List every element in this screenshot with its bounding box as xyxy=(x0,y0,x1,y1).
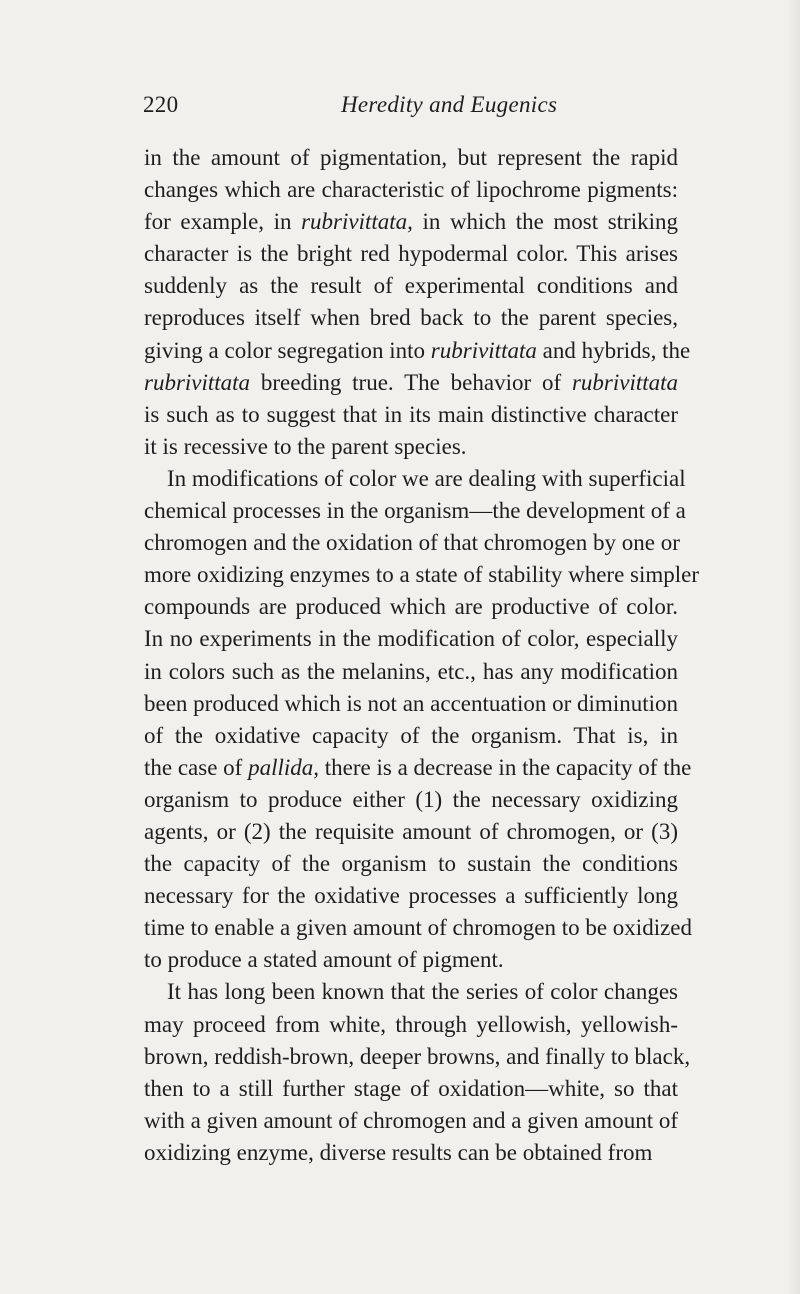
text-line xyxy=(144,976,678,1008)
text-line xyxy=(144,784,678,816)
text-line xyxy=(144,238,678,270)
text-line xyxy=(144,752,692,784)
text-run: In no experiments in the modification of color, especially xyxy=(144,626,678,652)
text-line xyxy=(144,944,678,976)
text-run: for example, in xyxy=(144,209,302,235)
text-run: chromogen and the oxidation of that chromogen by one or xyxy=(144,530,680,556)
text-run: oxidizing enzyme, diverse results can be obtained from xyxy=(144,1139,653,1165)
text-run: character is the bright red hypodermal color. This arises xyxy=(144,241,678,267)
text-run: necessary for the oxidative processes a sufficiently long xyxy=(144,883,678,909)
text-line xyxy=(144,623,678,655)
italic-term: rubrivittata xyxy=(430,337,537,363)
text-run: the capacity of the organism to sustain the conditions xyxy=(144,851,678,877)
text-line xyxy=(144,688,678,720)
text-run: brown, reddish-brown, deeper browns, and finally to black, xyxy=(144,1043,691,1069)
text-run: In modifications of color we are dealing with superficial xyxy=(167,465,686,491)
page-edge-shadow xyxy=(786,0,800,1294)
italic-term: pallida, xyxy=(248,754,320,780)
text-line xyxy=(144,463,686,495)
text-line xyxy=(144,848,678,880)
text-run: chemical processes in the organism—the development of a xyxy=(144,498,686,524)
text-line xyxy=(144,912,693,944)
text-run: with a given amount of chromogen and a given amount of xyxy=(144,1107,678,1133)
text-run: compounds are produced which are productive of color. xyxy=(144,594,678,620)
page-number: 220 xyxy=(143,92,179,117)
text-run: the case of xyxy=(144,754,249,780)
text-line xyxy=(144,656,678,688)
text-run: in the amount of pigmentation, but represent the rapid xyxy=(144,145,678,170)
text-run: It has long been known that the series of color changes xyxy=(167,979,678,1005)
text-run: suddenly as the result of experimental conditions and xyxy=(144,273,678,299)
italic-term: rubrivittata xyxy=(571,369,678,395)
text-run: may proceed from white, through yellowish, yellowish- xyxy=(144,1011,678,1037)
text-line xyxy=(144,1009,678,1041)
text-line xyxy=(144,1105,678,1137)
text-line xyxy=(144,174,678,206)
text-run: is such as to suggest that in its main distinctive character xyxy=(144,401,678,427)
text-run: breeding true. The behavior of xyxy=(250,369,572,395)
text-run: giving a color segregation into xyxy=(144,337,431,363)
text-run: organism to produce either (1) the necessary oxidizing xyxy=(144,786,678,812)
text-line xyxy=(144,270,678,302)
text-run: then to a still further stage of oxidation—white, so that xyxy=(144,1075,678,1101)
text-run: to produce a stated amount of pigment. xyxy=(144,947,504,973)
text-line xyxy=(144,1041,691,1073)
running-title: Heredity and Eugenics xyxy=(341,92,558,117)
text-line xyxy=(144,399,678,431)
text-run: time to enable a given amount of chromogen to be oxidized xyxy=(144,915,693,941)
text-run: been produced which is not an accentuation or diminution xyxy=(144,690,678,716)
text-line xyxy=(144,720,678,752)
text-run: and hybrids, the xyxy=(536,337,691,363)
running-head xyxy=(143,92,663,122)
text-line xyxy=(144,206,678,238)
text-line xyxy=(144,1137,678,1169)
text-line xyxy=(144,431,678,463)
text-run: there is a decrease in the capacity of the xyxy=(319,754,692,780)
body-text xyxy=(144,142,700,1169)
text-line xyxy=(144,495,686,527)
text-line xyxy=(144,302,678,334)
text-line xyxy=(144,367,678,399)
text-run: it is recessive to the parent species. xyxy=(144,433,467,459)
text-line xyxy=(144,142,678,174)
text-line xyxy=(144,880,678,912)
italic-term: rubrivittata, xyxy=(301,209,413,235)
text-run: in which the most striking xyxy=(412,209,678,235)
text-run: more oxidizing enzymes to a state of stability where simpler xyxy=(144,562,700,588)
text-line xyxy=(144,1073,678,1105)
text-run: in colors such as the melanins, etc., has any modification xyxy=(144,658,678,684)
text-run: changes which are characteristic of lipochrome pigments: xyxy=(144,177,678,203)
text-run: agents, or (2) the requisite amount of chromogen, or (3) xyxy=(144,818,678,844)
text-line xyxy=(144,559,700,591)
italic-term: rubrivittata xyxy=(144,369,251,395)
text-run: of the oxidative capacity of the organism. That is, in xyxy=(144,722,678,748)
text-line xyxy=(144,591,678,623)
text-run: reproduces itself when bred back to the parent species, xyxy=(144,305,678,331)
text-line xyxy=(144,527,678,559)
text-line xyxy=(144,816,678,848)
text-line xyxy=(144,335,691,367)
